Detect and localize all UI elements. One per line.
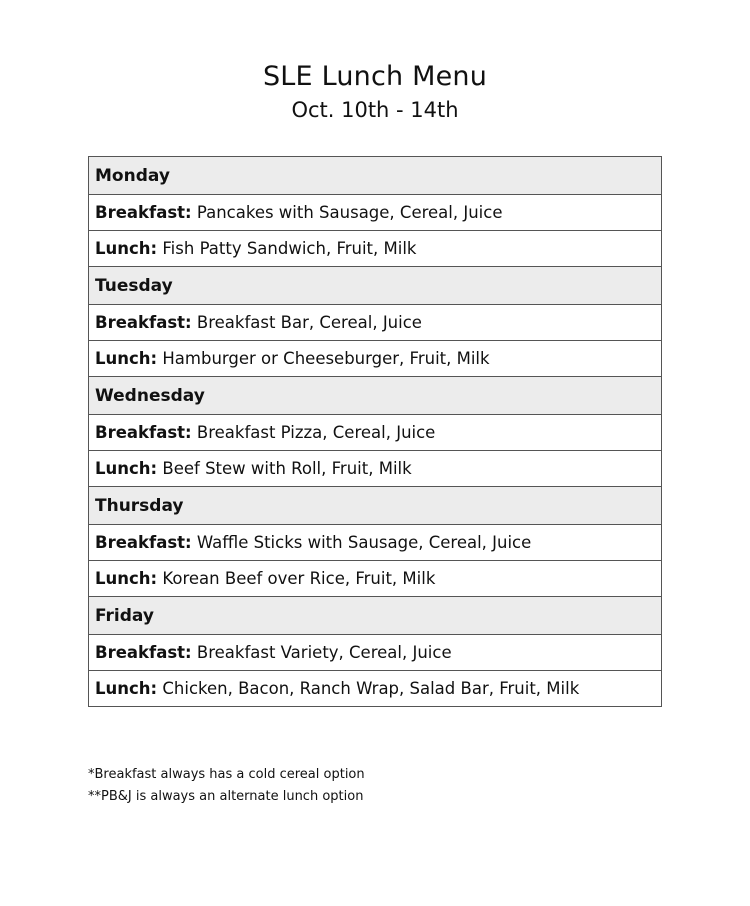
breakfast-items: Breakfast Variety, Cereal, Juice: [196, 643, 452, 662]
breakfast-label: Breakfast:: [95, 313, 192, 332]
day-name: Wednesday: [89, 377, 662, 415]
day-row-wednesday: [89, 377, 662, 415]
breakfast-label: Breakfast:: [95, 203, 192, 222]
footnote-pbj: **PB&J is always an alternate lunch option: [88, 789, 364, 804]
breakfast-items: Breakfast Bar, Cereal, Juice: [196, 313, 422, 332]
lunch-label: Lunch:: [95, 459, 158, 478]
lunch-items: Hamburger or Cheeseburger, Fruit, Milk: [162, 349, 490, 368]
lunch-items: Beef Stew with Roll, Fruit, Milk: [162, 459, 412, 478]
lunch-items: Fish Patty Sandwich, Fruit, Milk: [162, 239, 417, 258]
page-title: SLE Lunch Menu: [262, 61, 488, 92]
breakfast-items: Waffle Sticks with Sausage, Cereal, Juice: [196, 533, 532, 552]
day-row-tuesday: [89, 267, 662, 305]
lunch-row: [89, 231, 662, 267]
day-name: Friday: [89, 597, 662, 635]
breakfast-row: [89, 525, 662, 561]
breakfast-row: [89, 415, 662, 451]
footnote-cereal: *Breakfast always has a cold cereal option: [88, 767, 365, 782]
day-name: Tuesday: [89, 267, 662, 305]
breakfast-items: Pancakes with Sausage, Cereal, Juice: [196, 203, 503, 222]
breakfast-row: [89, 305, 662, 341]
lunch-row: [89, 341, 662, 377]
day-name: Monday: [89, 157, 662, 195]
date-range: Oct. 10th - 14th: [291, 98, 459, 122]
breakfast-label: Breakfast:: [95, 533, 192, 552]
lunch-label: Lunch:: [95, 239, 158, 258]
breakfast-row: [89, 635, 662, 671]
lunch-row: [89, 671, 662, 707]
lunch-label: Lunch:: [95, 349, 158, 368]
lunch-row: [89, 561, 662, 597]
breakfast-items: Breakfast Pizza, Cereal, Juice: [196, 423, 436, 442]
breakfast-row: [89, 195, 662, 231]
day-name: Thursday: [89, 487, 662, 525]
lunch-items: Korean Beef over Rice, Fruit, Milk: [162, 569, 436, 588]
breakfast-label: Breakfast:: [95, 423, 192, 442]
day-row-thursday: [89, 487, 662, 525]
lunch-label: Lunch:: [95, 679, 158, 698]
day-row-monday: [89, 157, 662, 195]
menu-table: [88, 156, 662, 707]
footnotes: [88, 764, 365, 808]
lunch-label: Lunch:: [95, 569, 158, 588]
lunch-items: Chicken, Bacon, Ranch Wrap, Salad Bar, Fruit, Milk: [162, 679, 580, 698]
breakfast-label: Breakfast:: [95, 643, 192, 662]
day-row-friday: [89, 597, 662, 635]
lunch-row: [89, 451, 662, 487]
